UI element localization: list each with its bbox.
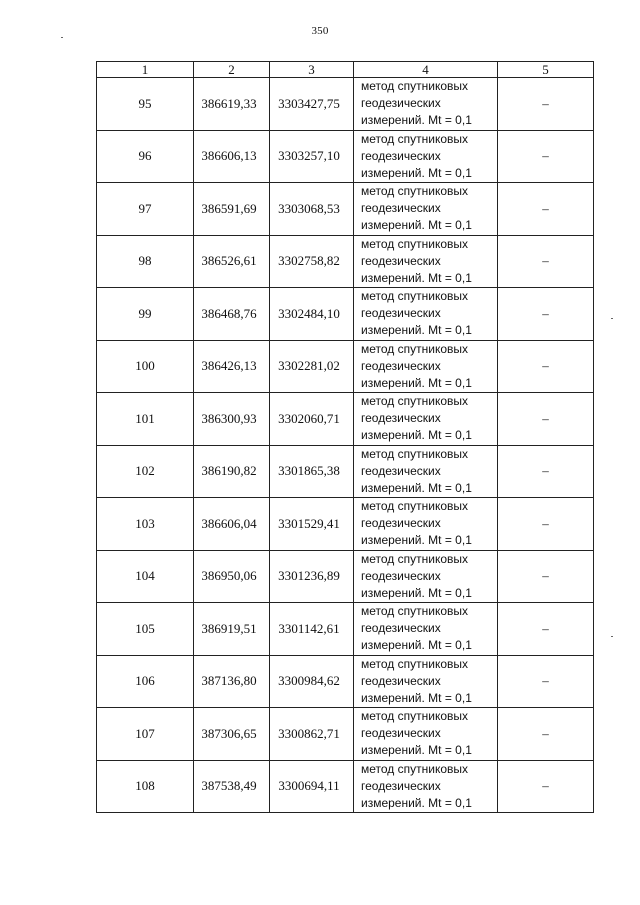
y-coordinate-cell: 3301529,41 (270, 498, 354, 551)
method-cell (354, 130, 498, 183)
y-coordinate-cell: 3300984,62 (270, 655, 354, 708)
note-cell: – (498, 550, 594, 603)
method-line: геодезических (361, 516, 441, 530)
column-header-method: 4 (354, 62, 498, 78)
x-coordinate-cell: 386619,33 (194, 78, 270, 131)
note-cell: – (498, 288, 594, 341)
method-line: геодезических (361, 306, 441, 320)
x-coordinate-cell: 386919,51 (194, 603, 270, 656)
method-line: геодезических (361, 253, 441, 268)
note-cell: – (498, 78, 594, 131)
y-coordinate-cell: 3301236,89 (270, 550, 354, 603)
table-row (97, 235, 594, 288)
method-line: геодезических (361, 463, 441, 478)
column-header-notes: 5 (498, 62, 594, 78)
method-line: измерений. Mt = 0,1 (361, 218, 472, 232)
point-number-cell: 99 (97, 288, 194, 341)
point-number-cell: 95 (97, 78, 194, 131)
coordinates-table (96, 61, 594, 813)
method-line: измерений. Mt = 0,1 (361, 323, 472, 337)
column-header-number: 1 (97, 62, 194, 78)
y-coordinate-cell: 3303257,10 (270, 130, 354, 183)
method-line: геодезических (361, 726, 441, 740)
table-row (97, 550, 594, 603)
note-cell: – (498, 708, 594, 761)
column-header-y: 3 (270, 62, 354, 78)
method-line: метод спутниковых (361, 446, 469, 461)
table-row (97, 78, 594, 131)
method-line: измерений. Mt = 0,1 (361, 638, 472, 652)
x-coordinate-cell: 386190,82 (194, 445, 270, 498)
method-cell (354, 340, 498, 393)
method-cell (354, 760, 498, 813)
x-coordinate-cell: 386300,93 (194, 393, 270, 446)
x-coordinate-cell: 386950,06 (194, 550, 270, 603)
y-coordinate-cell: 3303427,75 (270, 78, 354, 131)
x-coordinate-cell: 387306,65 (194, 708, 270, 761)
method-line: метод спутниковых (361, 394, 469, 408)
point-number-cell: 96 (97, 130, 194, 183)
method-line: измерений. Mt = 0,1 (361, 270, 472, 285)
x-coordinate-cell: 386591,69 (194, 183, 270, 236)
method-line: измерений. Mt = 0,1 (361, 795, 472, 810)
scan-speck (611, 318, 613, 319)
x-coordinate-cell: 386606,04 (194, 498, 270, 551)
method-line: метод спутниковых (361, 499, 469, 513)
method-cell (354, 393, 498, 446)
method-cell (354, 445, 498, 498)
method-line: метод спутниковых (361, 79, 469, 93)
table-row (97, 760, 594, 813)
y-coordinate-cell: 3303068,53 (270, 183, 354, 236)
method-line: метод спутниковых (361, 236, 469, 251)
method-line: измерений. Mt = 0,1 (361, 585, 472, 600)
y-coordinate-cell: 3302758,82 (270, 235, 354, 288)
scan-speck (611, 636, 613, 637)
method-line: метод спутниковых (361, 341, 469, 356)
note-cell: – (498, 498, 594, 551)
method-line: метод спутниковых (361, 289, 469, 303)
point-number-cell: 107 (97, 708, 194, 761)
y-coordinate-cell: 3302060,71 (270, 393, 354, 446)
method-line: метод спутниковых (361, 551, 469, 566)
column-header-x: 2 (194, 62, 270, 78)
point-number-cell: 102 (97, 445, 194, 498)
method-line: геодезических (361, 201, 441, 215)
note-cell: – (498, 445, 594, 498)
x-coordinate-cell: 386426,13 (194, 340, 270, 393)
point-number-cell: 104 (97, 550, 194, 603)
point-number-cell: 108 (97, 760, 194, 813)
note-cell: – (498, 655, 594, 708)
note-cell: – (498, 183, 594, 236)
method-cell (354, 655, 498, 708)
method-line: измерений. Mt = 0,1 (361, 743, 472, 757)
table-row (97, 130, 594, 183)
point-number-cell: 98 (97, 235, 194, 288)
note-cell: – (498, 760, 594, 813)
y-coordinate-cell: 3302484,10 (270, 288, 354, 341)
y-coordinate-cell: 3300862,71 (270, 708, 354, 761)
x-coordinate-cell: 386606,13 (194, 130, 270, 183)
y-coordinate-cell: 3302281,02 (270, 340, 354, 393)
method-line: геодезических (361, 778, 441, 793)
method-cell (354, 288, 498, 341)
method-cell (354, 550, 498, 603)
point-number-cell: 105 (97, 603, 194, 656)
table-row (97, 393, 594, 446)
point-number-cell: 101 (97, 393, 194, 446)
table-body (97, 78, 594, 813)
method-line: геодезических (361, 411, 441, 425)
method-cell (354, 603, 498, 656)
y-coordinate-cell: 3301865,38 (270, 445, 354, 498)
method-line: метод спутниковых (361, 761, 469, 776)
y-coordinate-cell: 3301142,61 (270, 603, 354, 656)
y-coordinate-cell: 3300694,11 (270, 760, 354, 813)
table-row (97, 445, 594, 498)
method-cell (354, 498, 498, 551)
scan-speck (61, 37, 63, 38)
method-line: метод спутниковых (361, 184, 469, 198)
method-line: геодезических (361, 673, 441, 688)
note-cell: – (498, 393, 594, 446)
table-header-row (97, 62, 594, 78)
method-cell (354, 78, 498, 131)
note-cell: – (498, 235, 594, 288)
method-line: геодезических (361, 96, 441, 110)
method-cell (354, 708, 498, 761)
x-coordinate-cell: 387538,49 (194, 760, 270, 813)
method-line: измерений. Mt = 0,1 (361, 533, 472, 547)
x-coordinate-cell: 387136,80 (194, 655, 270, 708)
method-line: измерений. Mt = 0,1 (361, 375, 472, 390)
table-row (97, 498, 594, 551)
note-cell: – (498, 603, 594, 656)
note-cell: – (498, 340, 594, 393)
table-row (97, 655, 594, 708)
method-line: метод спутниковых (361, 131, 469, 146)
method-line: геодезических (361, 621, 441, 635)
x-coordinate-cell: 386468,76 (194, 288, 270, 341)
point-number-cell: 100 (97, 340, 194, 393)
method-line: измерений. Mt = 0,1 (361, 690, 472, 705)
note-cell: – (498, 130, 594, 183)
method-line: метод спутниковых (361, 656, 469, 671)
x-coordinate-cell: 386526,61 (194, 235, 270, 288)
method-line: метод спутниковых (361, 604, 469, 618)
table-row (97, 708, 594, 761)
method-line: измерений. Mt = 0,1 (361, 113, 472, 127)
point-number-cell: 97 (97, 183, 194, 236)
point-number-cell: 106 (97, 655, 194, 708)
table-row (97, 603, 594, 656)
table-row (97, 288, 594, 341)
method-line: измерений. Mt = 0,1 (361, 428, 472, 442)
method-line: измерений. Mt = 0,1 (361, 480, 472, 495)
method-cell (354, 183, 498, 236)
method-line: геодезических (361, 148, 441, 163)
table-row (97, 340, 594, 393)
method-line: измерений. Mt = 0,1 (361, 165, 472, 180)
method-cell (354, 235, 498, 288)
method-line: геодезических (361, 358, 441, 373)
method-line: геодезических (361, 568, 441, 583)
page-number: 350 (311, 25, 329, 37)
point-number-cell: 103 (97, 498, 194, 551)
method-line: метод спутниковых (361, 709, 469, 723)
table-row (97, 183, 594, 236)
